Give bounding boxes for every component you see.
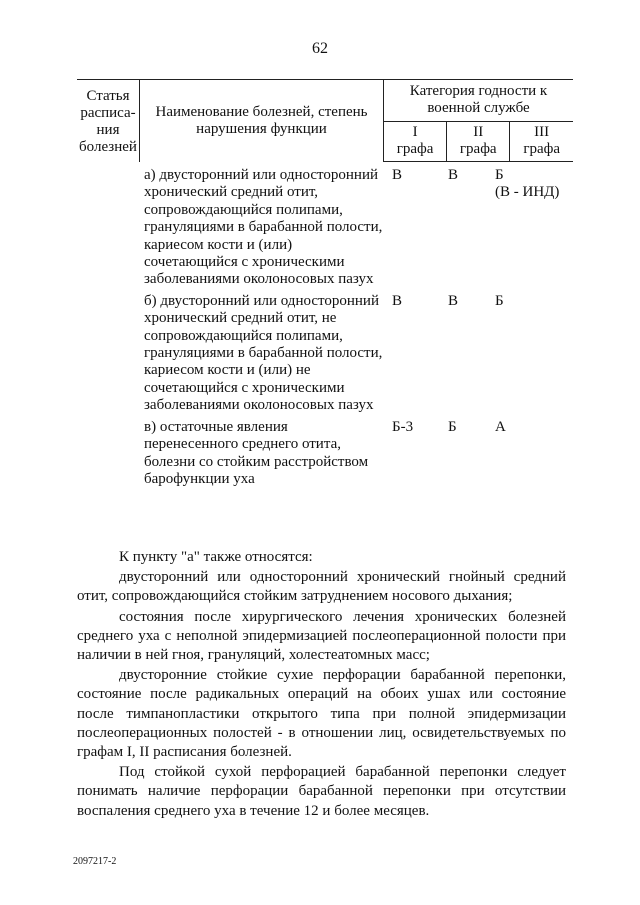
note-paragraph: К пункту "а" также относятся:: [119, 549, 313, 565]
row-category-1: В: [392, 292, 403, 309]
row-category-3-value: Б: [495, 292, 504, 309]
grafa-3-label: графа: [523, 141, 560, 157]
document-code: 2097217-2: [73, 856, 117, 867]
grafa-2-number: II: [473, 124, 484, 140]
page-number: 62: [312, 40, 328, 57]
column-header-grafa-3: [510, 122, 573, 162]
table-row: [0, 167, 640, 289]
table-row: [0, 293, 640, 415]
row-description: б) двусторонний или односторонний хронический средний отит, не сопровождающийся полипами, грануляциями в барабанной полости, кариесом кости и (или) не сочетающийся с хроническими заболеваниями околоносовых пазух: [144, 292, 383, 414]
column-header-grafa-1: [384, 122, 447, 162]
column-header-article: Статья расписа-ния болезней: [77, 80, 140, 162]
row-category-3-value: А: [495, 418, 506, 435]
row-description: в) остаточные явления перенесенного среднего отита, болезни со стойким расстройством барофункции уха: [144, 418, 369, 487]
notes-section: [77, 548, 566, 822]
grafa-1-label: графа: [396, 141, 434, 157]
grafa-2-label: графа: [459, 141, 497, 157]
note-paragraph: Под стойкой сухой перфорацией барабанной перепонки следует понимать наличие перфорации барабанной перепонки при отсутствии воспаления среднего уха в течение 12 и более месяцев.: [77, 764, 566, 819]
row-category-2: Б: [448, 418, 457, 435]
column-header-disease-name: Наименование болезней, степень нарушения функции: [140, 80, 384, 162]
row-category-3: [495, 419, 506, 436]
table-body: [0, 167, 640, 488]
table-row: [0, 419, 640, 489]
row-category-3: [495, 293, 504, 310]
row-category-2: В: [448, 167, 459, 183]
column-header-grafa-2: [447, 122, 510, 162]
row-category-1: В: [392, 167, 403, 183]
row-category-3-extra: (В - ИНД): [495, 184, 560, 201]
column-header-category: Категория годности к военной службе: [384, 80, 574, 122]
note-paragraph: двусторонние стойкие сухие перфорации барабанной перепонки, состояние после радикальных операций на обоих ушах или состояние после тимпанопластики открытого типа при полной эпидермизации послеоперационных полостей - в отношении лиц, освидетельствуемых по графам I, II расписания болезней.: [77, 667, 566, 761]
note-paragraph: состояния после хирургического лечения хронических болезней среднего уха с неполной эпидермизацией послеоперационной полости при наличии в ней гноя, грануляций, холестеатомных масс;: [77, 608, 566, 664]
row-category-1: Б-3: [392, 418, 414, 435]
grafa-3-number: III: [534, 124, 550, 140]
table-header: [77, 79, 573, 162]
row-category-2: В: [448, 292, 459, 309]
row-description: а) двусторонний или односторонний хронический средний отит, сопровождающийся полипами, грануляциями в барабанной полости, кариесом кости и (или) сочетающийся с хроническими заболеваниями околоносовых пазух: [144, 167, 383, 288]
row-category-3: [495, 167, 559, 202]
row-category-3-value: Б: [495, 167, 504, 183]
note-paragraph: двусторонний или односторонний хронический гнойный средний отит, сопровождающийся стойким затруднением носового дыхания;: [77, 569, 566, 605]
grafa-1-number: I: [412, 124, 418, 140]
